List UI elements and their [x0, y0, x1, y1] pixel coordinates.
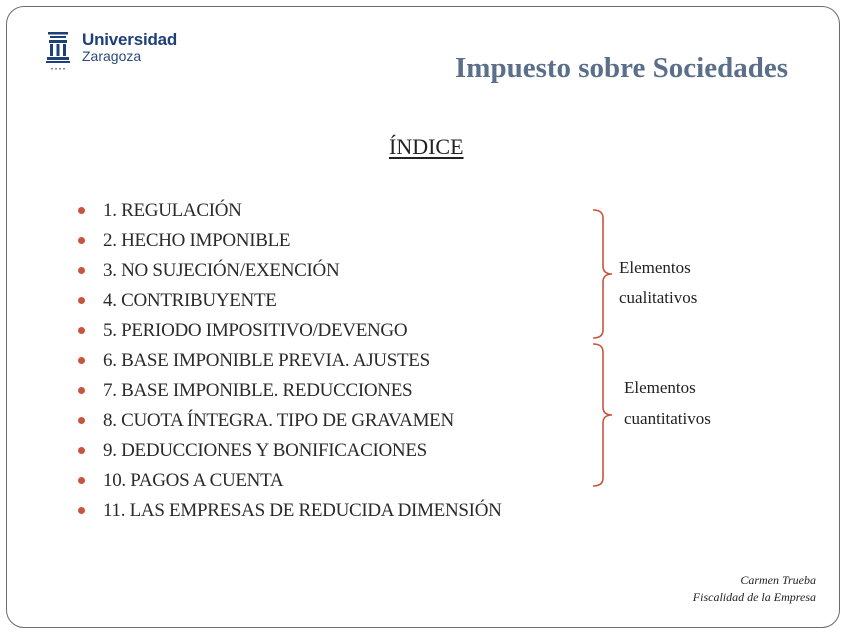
bullet-icon	[78, 477, 85, 484]
list-item	[78, 316, 502, 346]
bullet-icon	[78, 357, 85, 364]
logo-subname: Zaragoza	[82, 48, 142, 64]
list-item-label: 1. REGULACIÓN	[103, 200, 242, 221]
bullet-icon	[78, 207, 85, 214]
list-item	[78, 466, 502, 496]
list-item	[78, 346, 502, 376]
list-item-label: 4. CONTRIBUYENTE	[103, 290, 277, 311]
list-item-label: 7. BASE IMPONIBLE. REDUCCIONES	[103, 380, 413, 401]
list-item	[78, 406, 502, 436]
slide-footer	[693, 572, 816, 606]
footer-course: Fiscalidad de la Empresa	[692, 590, 816, 604]
logo-name: Universidad	[82, 30, 178, 49]
quantitative-label-1: Elementos	[624, 378, 696, 397]
list-item-label: 6. BASE IMPONIBLE PREVIA. AJUSTES	[103, 350, 430, 371]
university-crest-icon	[45, 30, 71, 74]
list-item	[78, 256, 502, 286]
index-heading: ÍNDICE	[389, 134, 464, 159]
quantitative-label-2: cuantitativos	[624, 409, 711, 428]
bullet-icon	[78, 297, 85, 304]
quantitative-brace-icon	[590, 342, 614, 488]
slide-title: Impuesto sobre Sociedades	[455, 52, 788, 84]
qualitative-label-1: Elementos	[619, 258, 691, 277]
bullet-icon	[78, 447, 85, 454]
bullet-icon	[78, 267, 85, 274]
list-item	[78, 496, 502, 526]
list-item-label: 8. CUOTA ÍNTEGRA. TIPO DE GRAVAMEN	[103, 410, 454, 431]
list-item	[78, 376, 502, 406]
list-item	[78, 226, 502, 256]
bullet-icon	[78, 327, 85, 334]
list-item-label: 11. LAS EMPRESAS DE REDUCIDA DIMENSIÓN	[103, 500, 502, 521]
list-item-label: 10. PAGOS A CUENTA	[103, 470, 284, 491]
qualitative-label-2: cualitativos	[619, 288, 698, 307]
list-item	[78, 286, 502, 316]
index-list	[78, 196, 502, 526]
footer-author: Carmen Trueba	[740, 573, 816, 587]
university-logo	[45, 30, 195, 74]
list-item-label: 2. HECHO IMPONIBLE	[103, 230, 291, 251]
bullet-icon	[78, 417, 85, 424]
list-item	[78, 436, 502, 466]
list-item-label: 3. NO SUJECIÓN/EXENCIÓN	[103, 260, 340, 281]
list-item-label: 9. DEDUCCIONES Y BONIFICACIONES	[103, 440, 427, 461]
bullet-icon	[78, 237, 85, 244]
bullet-icon	[78, 507, 85, 514]
list-item-label: 5. PERIODO IMPOSITIVO/DEVENGO	[103, 320, 408, 341]
list-item	[78, 196, 502, 226]
qualitative-brace-icon	[590, 208, 614, 340]
bullet-icon	[78, 387, 85, 394]
